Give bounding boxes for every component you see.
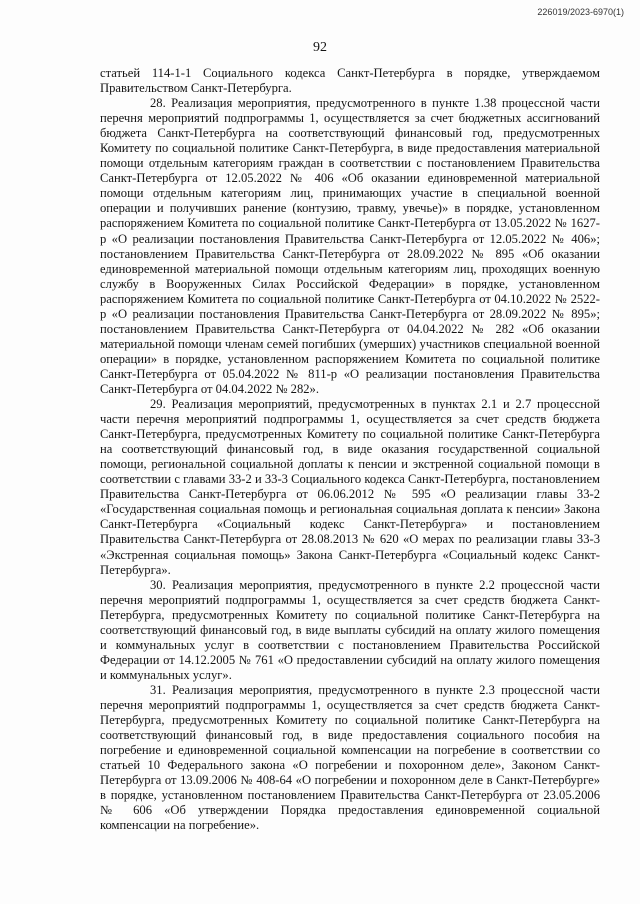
paragraph-31: 31. Реализация мероприятия, предусмотренного в пункте 2.3 процессной части перечня мероприятий подпрограммы 1, осуществляется за счет средств бюджета Санкт-Петербурга, предусмотренных Комитету по социальной политике Санкт-Петербурга на соответствующий финансовый год, в виде предоставления социального пособия на погребение и единовременной социальной компенсации на погребение в соответствии со статьей 10 Федерального закона «О погребении и похоронном деле», Законом Санкт-Петербурга от 13.09.2006 № 408-64 «О погребении и похоронном деле в Санкт-Петербурге» в порядке, установленном постановлением Правительства Санкт-Петербурга от 23.05.2006 № 606 «Об утверждении Порядка предоставления единовременной социальной компенсации на погребение».	[100, 682, 600, 833]
paragraph-28: 28. Реализация мероприятия, предусмотренного в пункте 1.38 процессной части перечня мероприятий подпрограммы 1, осуществляется за счет бюджетных ассигнований бюджета Санкт-Петербурга на соответствующий финансовый год, предусмотренных Комитету по социальной политике Санкт-Петербурга, в виде предоставления материальной помощи отдельным категориям граждан в соответствии с постановлением Правительства Санкт-Петербурга от 12.05.2022 № 406 «Об оказании единовременной материальной помощи отдельным категориям лиц, принимающих участие в специальной военной операции и получивших ранение (контузию, травму, увечье)» в порядке, установленном распоряжением Комитета по социальной политике Санкт-Петербурга от 13.05.2022 № 1627-р «О реализации постановления Правительства Санкт-Петербурга от 12.05.2022 № 406»; постановлением Правительства Санкт-Петербурга от 28.09.2022 № 895 «Об оказании единовременной материальной помощи отдельным категориям лиц, проходящих военную службу в Вооруженных Силах Российской Федерации» в порядке, установленном распоряжением Комитета по социальной политике Санкт-Петербурга от 04.10.2022 № 2522-р «О реализации постановления Правительства Санкт-Петербурга от 28.09.2022 № 895»; постановлением Правительства Санкт-Петербурга от 04.04.2022 № 282 «Об оказании материальной помощи членам семей погибших (умерших) участников специальной военной операции» в порядке, установленном распоряжением Комитета по социальной политике Санкт-Петербурга от 05.04.2022 № 811-р «О реализации постановления Правительства Санкт-Петербурга от 04.04.2022 № 282».	[100, 96, 600, 396]
paragraph-continuation: статьей 114-1-1 Социального кодекса Санкт-Петербурга в порядке, утверждаемом Правительством Санкт-Петербурга.	[100, 66, 600, 96]
document-body	[100, 66, 600, 833]
document-id: 226019/2023-6970(1)	[537, 7, 624, 17]
page-number: 92	[313, 40, 327, 55]
paragraph-29: 29. Реализация мероприятий, предусмотренных в пунктах 2.1 и 2.7 процессной части перечня мероприятий подпрограммы 1, осуществляется за счет средств бюджета Санкт-Петербурга, предусмотренных Комитету по социальной политике Санкт-Петербурга на соответствующий финансовый год, в виде оказания государственной социальной помощи, региональной социальной доплаты к пенсии и экстренной социальной помощи в соответствии с главами 33-2 и 33-3 Социального кодекса Санкт-Петербурга, постановлением Правительства Санкт-Петербурга от 06.06.2012 № 595 «О реализации главы 33-2 «Государственная социальная помощь и региональная социальная доплата к пенсии» Закона Санкт-Петербурга «Социальный кодекс Санкт-Петербурга» и постановлением Правительства Санкт-Петербурга от 28.08.2013 № 620 «О мерах по реализации главы 33-3 «Экстренная социальная помощь» Закона Санкт-Петербурга «Социальный кодекс Санкт-Петербурга».	[100, 397, 600, 577]
paragraph-30: 30. Реализация мероприятия, предусмотренного в пункте 2.2 процессной части перечня мероприятий подпрограммы 1, осуществляется за счет средств бюджета Санкт-Петербурга, предусмотренных Комитету по социальной политике Санкт-Петербурга на соответствующий финансовый год, в виде выплаты субсидий на оплату жилого помещения и коммунальных услуг в соответствии с постановлением Правительства Российской Федерации от 14.12.2005 № 761 «О предоставлении субсидий на оплату жилого помещения и коммунальных услуг».	[100, 577, 600, 682]
